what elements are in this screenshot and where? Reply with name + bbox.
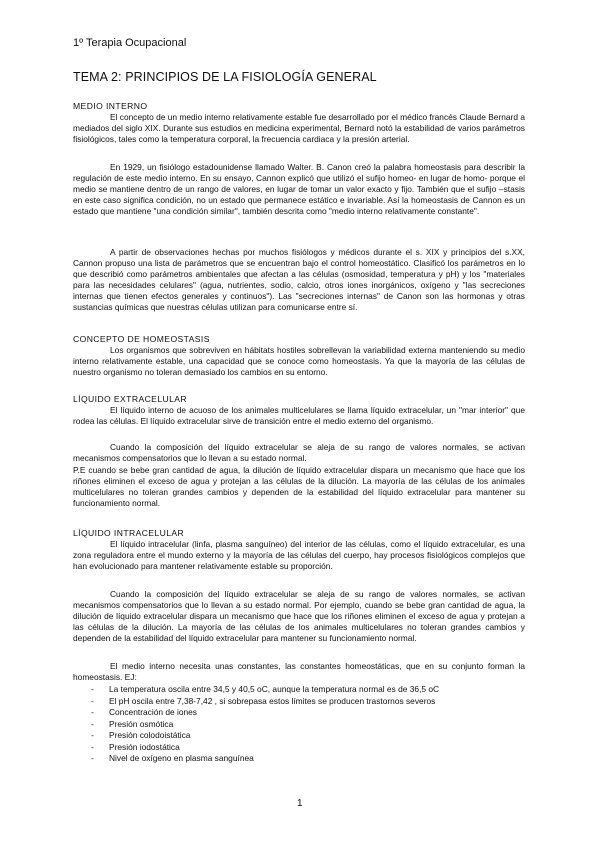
paragraph-homeostasis: Los organismos que sobreviven en hábitats hostiles sobrellevan la variabilidad externa manteniendo su medio interno relativamente estable, una capacidad que se conoce como homeostasis. Ya que la mayoría de las células de nuestro organismo no toleran demasiado los cambios en su entorno. [73,345,525,377]
list-marker: - [91,741,94,752]
list-item [73,742,525,754]
homeostatic-constants-list [73,684,525,765]
list-marker: - [91,707,94,717]
paragraph-intracelular-3: El medio interno necesita unas constantes, las constantes homeostáticas, que en su conjunto forman la homeostasis. EJ: [73,661,525,682]
list-item [73,753,525,765]
list-item [73,696,525,708]
list-item [73,707,525,719]
paragraph-intracelular-1: El líquido intracelular (linfa, plasma sanguíneo) del interior de las células, como el líquido extracelular, es una zona reguladora entre el mundo externo y la mayoría de las células del cuerpo, hay procesos fisiológicos complejos que han evolucionado para mantener relativamente estable su proporción. [73,539,525,571]
list-marker: - [91,684,94,694]
heading-intracelular: LÍQUIDO INTRACELULAR [73,528,185,538]
list-item [73,730,525,742]
list-marker: - [91,730,94,740]
heading-homeostasis: CONCEPTO DE HOMEOSTASIS [73,334,210,344]
paragraph-medio-interno-1: El concepto de un medio interno relativamente estable fue desarrollado por el médico francés Claude Bernard a mediados del siglo XIX. Durante sus estudios en medicina experimental, Bernard notó la estabilidad de varios parámetros fisiológicos, tales como la temperatura corporal, la frecuencia cardiaca y la presión arterial. [73,112,525,144]
heading-medio-interno: MEDIO INTERNO [73,101,148,111]
paragraph-extracelular-3: P.E cuando se bebe gran cantidad de agua, la dilución de líquido extracelular dispara un mecanismo que hace que los riñones eliminen el exceso de agua y protejan a las células de la dilución. La mayoría de las células de los animales multicelulares no toleran grandes cambios y dependen de la estabilidad del líquido extracelular para mantener su funcionamiento normal. [73,465,525,508]
page-number: 1 [297,798,303,809]
list-item-text: Presión osmótica [109,718,174,729]
list-marker: - [91,718,94,729]
page-title: TEMA 2: PRINCIPIOS DE LA FISIOLOGÍA GENERAL [73,70,377,84]
list-item-text: Presión colodoistática [109,730,191,740]
paragraph-intracelular-2: Cuando la composición del líquido extracelular se aleja de su rango de valores normales, se activan mecanismos compensatorios que lo llevan a su estado normal. Por ejemplo, cuando se bebe gran cantidad de agua, la dilución de líquido extracelular dispara un mecanismo que hace que los riñones eliminen el exceso de agua y protejan a las células de la dilución. La mayoría de las células de los animales multicelulares no toleran grandes cambios y dependen de la estabilidad del líquido extracelular para mantener su funcionamiento normal. [73,589,525,643]
paragraph-medio-interno-3: A partir de observaciones hechas por muchos fisiólogos y médicos durante el s. XIX y principios del s.XX, Cannon propuso una lista de parámetros que se encuentran bajo el control homeostático. Clasificó los parámetros en lo que describió como parámetros ambientales que afectan a las células (osmosidad, temperatura y pH) y los "materiales para las necesidades celulares" (agua, nutrientes, sodio, calcio, otros iones inorgánicos, oxígeno y "las secreciones internas que tienen efectos generales y continuos"). Las "secreciones internas" de Canon son las hormonas y otras sustancias químicas que nuestras células utilizan para comunicarse entre sí. [73,247,525,312]
list-item-text: Nivel de oxígeno en plasma sanguínea [109,753,254,763]
list-item-text: La temperatura oscila entre 34,5 y 40,5 oC, aunque la temperatura normal es de 36,5 oC [109,684,440,694]
list-item-text: Presión iodostática [109,741,180,752]
heading-extracelular: LÍQUIDO EXTRACELULAR [73,394,188,404]
paragraph-medio-interno-2: En 1929, un fisiólogo estadounidense llamado Walter. B. Canon creó la palabra homeostasis para describir la regulación de este medio interno. En su ensayo, Cannon explicó que utilizó el sufijo homeo- en lugar de homo- porque el medio se mantiene dentro de un rango de valores, en lugar de tomar un valor exacto y fijo. También que el sufijo –stasis en este caso significa condición, no un estado que permanece estático e invariable. Así la homeostasis de Cannon es un estado que mantiene "una condición similar", también descrita como "medio interno relativamente constante". [73,162,525,216]
course-header: 1º Terapia Ocupacional [73,37,187,49]
list-marker: - [91,695,94,706]
list-marker: - [91,753,94,763]
paragraph-extracelular-2: Cuando la composición del líquido extracelular se aleja de su rango de valores normales, se activan mecanismos compensatorios que lo llevan a su estado normal. [73,442,525,463]
list-item-text: Concentración de iones [109,707,197,717]
list-item [73,719,525,731]
list-item-text: El pH oscila entre 7,38-7,42 , si sobrepasa estos límites se producen trastornos severos [109,695,436,706]
list-item [73,684,525,696]
paragraph-extracelular-1: El líquido interno de acuoso de los animales multicelulares se llama líquido extracelular, un "mar interior" que rodea las células. El líquido extracelular sirve de transición entre el medio externo del organismo. [73,405,525,426]
